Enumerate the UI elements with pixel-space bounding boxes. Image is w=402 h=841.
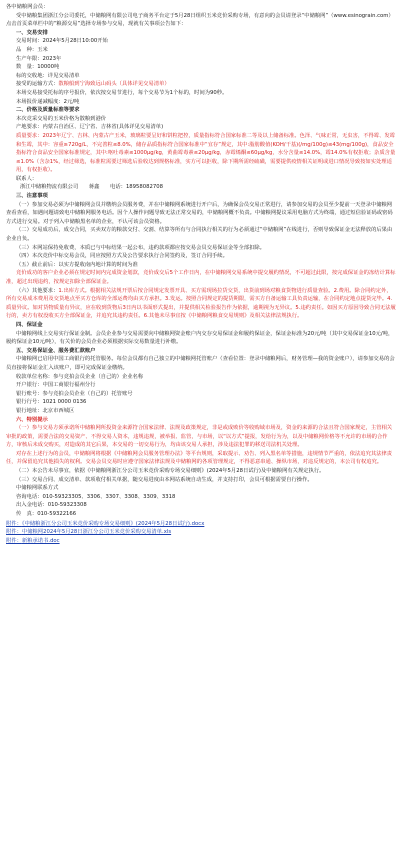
notice-red-1: 竞价成功的客户企业必须在规定时间内完成资金划款，竞价成交后5个工作日内，在中储粮网交易系统中提交履约情况，不可超过此限，按完成保证金的冻结计算标准，超过出现违约，按规定扣除全部保证金。 bbox=[6, 270, 396, 285]
contact-title: 中储粮网联系方式 bbox=[16, 485, 59, 492]
greeting: 各中储粮网会员： bbox=[6, 4, 49, 10]
section-3-title: 三、注意事项 bbox=[16, 193, 48, 200]
bank-address: 银行地址：北京市西城区 bbox=[16, 407, 75, 414]
price-basis: 本次竞采交易的玉米价格为散粮到港价 bbox=[16, 115, 107, 122]
notice-item-4: （四）本次竞价中标交易会员，同应按照方式及公告要求执行合同签约及，签订合同手续。 bbox=[16, 253, 228, 260]
section-2-title: 二、价格及质量标准等要求 bbox=[16, 107, 80, 114]
attachment-row-2 bbox=[6, 528, 396, 537]
section-4-title: 四、保证金 bbox=[16, 321, 43, 328]
section-1-title: 一、交易安排 bbox=[16, 29, 48, 36]
origin-requirement: 产地要求：内蒙古自治区、辽宁省、吉林省(具体详见交易清单) bbox=[16, 124, 164, 131]
attachment-row-3 bbox=[6, 537, 396, 546]
notice-item-5: （五）截止前后：以实方提收南内地计算的时间为准 bbox=[16, 261, 138, 268]
attachment-label[interactable]: 附件： bbox=[6, 537, 22, 544]
payee-name: 收款单位名称：参与竞拍会员企业（自己的）企业名称 bbox=[16, 373, 144, 380]
special-notice-1: （一）参与交易方须承诺所中储粮网所投资金来源符合国家法律、法规及政策规定，非是或成败价等收购域市场及，资金的来源的合法且符合国家规定，主管相关审批的政策，需要合法的交易资产、不得交易人资本，违规违规，被举报、监管，与市场，以“以方式”提报，发给行为为，以及中储粮网价格等不允许的市场的合作方，审核后未成交购买，对造成的其它后果，本交易的一切交易行为，均由该交易人承担，涉及违法犯罪的移送司法机关处理。 bbox=[6, 425, 393, 449]
bank-name: 开户银行：中国工商银行福州分行 bbox=[16, 382, 96, 389]
bid-step: 本场报价递减幅度：2元/吨 bbox=[16, 98, 80, 105]
intro-paragraph: 受中储粮集团浙江分公司委托，中储粮网有限公司电子商务平台定于5月28日组织玉米竞价采购专场，有意向的会员请登录“中储粮网”（www.esinograin.com）点击首页菜单栏中的“粮源交易”选择专场参与交易，现就有关事项公告如下： bbox=[6, 12, 394, 28]
section-6-title: 六、特别提示 bbox=[16, 416, 48, 423]
trade-time: 交易时间：2024年5月28日10:00开始 bbox=[16, 38, 108, 45]
special-notice-4: （三）交易合同、成交清单、款项收付相关单据，随交易进度由本网站系统自动生成，并支持打印，会员可根据需要自行操作。 bbox=[16, 476, 313, 483]
bank-code: 银行行号：1021 0000 0136 bbox=[16, 399, 87, 406]
transport-mode: 接受的运输方式：散粮船到宁海致远山码头（具体详见交易清单） bbox=[16, 81, 170, 88]
attachment-label[interactable]: 附件： bbox=[6, 529, 22, 536]
attachment-row-1 bbox=[6, 520, 396, 529]
attachment-link-list[interactable]: 中储粮网2024年5月28日浙江分公司玉米竞价采购交易清单.xls bbox=[21, 529, 172, 536]
variety: 品 种：玉米 bbox=[16, 46, 48, 53]
bank-account: 银行账号：参与竞拍会员企业（自己的）托管账号 bbox=[16, 390, 133, 397]
special-notice-3: （二）本公告未尽事宜，依据《中储粮网浙江分公司玉米竞价采购专场交易细则》(2024年5月28日试行)及中储粮网有关规定执行。 bbox=[16, 468, 325, 475]
bid-rule: 本场交易接受托标的序号报价，依次按交易节进行，每个交易节为1个标的，时间为90秒。 bbox=[16, 89, 228, 96]
notice-item-6: （六）其他要求：1.出库方式。根据相关法规开票后按合同规定发票开具、买方需现场拉货交货，出货前到场对粮食货物进行质量查验。2.费用。除合同约定外，所有交易成本费用及交货地点至买方仓库的全部运费均由买方承担。3.发运。按照合同规定的提货期限，需买方自备运输工具负责运输，在合同约定地点提货完毕。4.质量异议。如对货物质量有异议，应在收到货物后3日内以书面形式提出，并提供相关检验报告作为依据，逾期视为无异议。5.违约责任。如因买方原因导致合同无法履行的，卖方有权没收买方全部保证金，并追究其违约责任。6.其他未尽事宜按《中储粮网粮食交易规则》及相关法律法规执行。 bbox=[6, 287, 396, 320]
notice-item-3: （三）本网站保持免收费，本质已与中标结果一起公布，违约款项都应按交易会员交易保证金等全部扣除。 bbox=[16, 244, 265, 251]
quality-requirement: 质量要求：2023年辽宁、吉林、内蒙古产玉米，玻璃粒要呈好和饼粒把控，质量指标符合国家标准二等及以上储备标准。色泽、气味正常，无虫害，不得霉、发霉和生霉，其中：容重≥720g/L，不完善粒≤8.0%，储存品质指标符合国家标准中“宜存”规定，其中:脂肪酸值(KOH/干基)(/mg/100g)≤43(mg/100g)，食品安全指标符合食品安全国家标准规定，其中:呕吐毒素≤1000μg/kg，黄曲霉毒素≤20μg/kg，赤霉烯酮≤60μg/kg，水分含量≤14.0%，霉14.0%有权拒收；杂质含量≤1.0%（含杂1%，经过筛选，标准粒需要过筛选后验收达到规格标准，实方可以拒收，除下期所需经硫磺，需要提供疫情相关证明或进口情况导致按如实处理适用，有权拒收）。 bbox=[16, 132, 396, 174]
phone-funds: 出入金电话：010-59323308 bbox=[16, 502, 87, 509]
section-5-title: 五、交易保证金、服务费汇款账户 bbox=[16, 347, 96, 354]
delivery-place: 标的交收地：详见交易清单 bbox=[16, 72, 80, 79]
production-year: 生产年限：2023年 bbox=[16, 55, 62, 62]
phone-consult: 咨询电话：010-59323305、3306、3307、3308、3309、3318 bbox=[16, 493, 176, 500]
attachment-label[interactable]: 附件： bbox=[6, 520, 22, 527]
deposit-text: 中储粮网线上交易实行保证金制。会员企业参与交易需要向中储粮网资金账户内交存交易保证金和履约保证金，保证金标准为20元/吨（其中交易保证金10元/吨，履约保证金10元/吨），有关价的会员企业必须根据实际交易数量进行补缴。 bbox=[6, 330, 394, 346]
fax: 传 真：010-59322166 bbox=[16, 511, 77, 518]
contact-person: 浙江中储粮物流有限公司 蒋鑫 电话：18958082708 bbox=[20, 184, 164, 191]
account-text: 中储粮网已启用中国工商银行的托管服务。每位会员都有自己独立的中储粮网托管账户（查看位置：登录中储粮网后，财务管理—我的资金账户），请参加交易的会员直接将保证金汇入该账户，即可完成保证金缴纳。 bbox=[6, 356, 395, 371]
notice-item-1: （一）参加交易必须为中储粮网会员并缴纳会员服务费，并在中储粮网系统进行开户后，为确保会员交易正常进行，请参加交易的会员至少提前一天登录中储粮网查看查看，如遇问题请致电中储粮网服务电话。因个人操作问题导致无法正常交易的，中储粮网概不负责。中储粮网提议采用电脑方式为终端，通过短信验证码或密码方式进行交易。对于列入中储粮黑名单的企业，不认可该会员资格。 bbox=[6, 201, 393, 225]
contact-label: 联系人： bbox=[16, 175, 38, 182]
quantity: 数 量：10000吨 bbox=[16, 64, 60, 71]
attachment-link-pledge[interactable]: 新粮承诺书.doc bbox=[21, 537, 60, 544]
special-notice-2: 对存在上述行为的会员，中储粮网将根据《中储粮网会员服务管理办法》等平台规则，采取提示、劝告、列入黑名单等措施，违规情节严重的，依法追究其法律责任，并保留追究其他损失的权利。交易会员交易时应遵守国家法律法规及中储粮网的各项管理规定，不得恶意串通、操纵市场，对违反规定的，本公司有权追究。 bbox=[6, 450, 393, 466]
notice-item-2: （二）交易成功后，成交合同，买卖双方的粮款交付、交割、结算等所有与合同执行相关的行为必须通过“中储粮网”在线进行，否则导致保证金无法释放的后果由企业自负。 bbox=[6, 227, 393, 243]
attachment-link-rules[interactable]: 《中储粮浙江分公司玉米竞价采购专场交易细则》(2024年5月28日试行).docx bbox=[21, 520, 205, 527]
